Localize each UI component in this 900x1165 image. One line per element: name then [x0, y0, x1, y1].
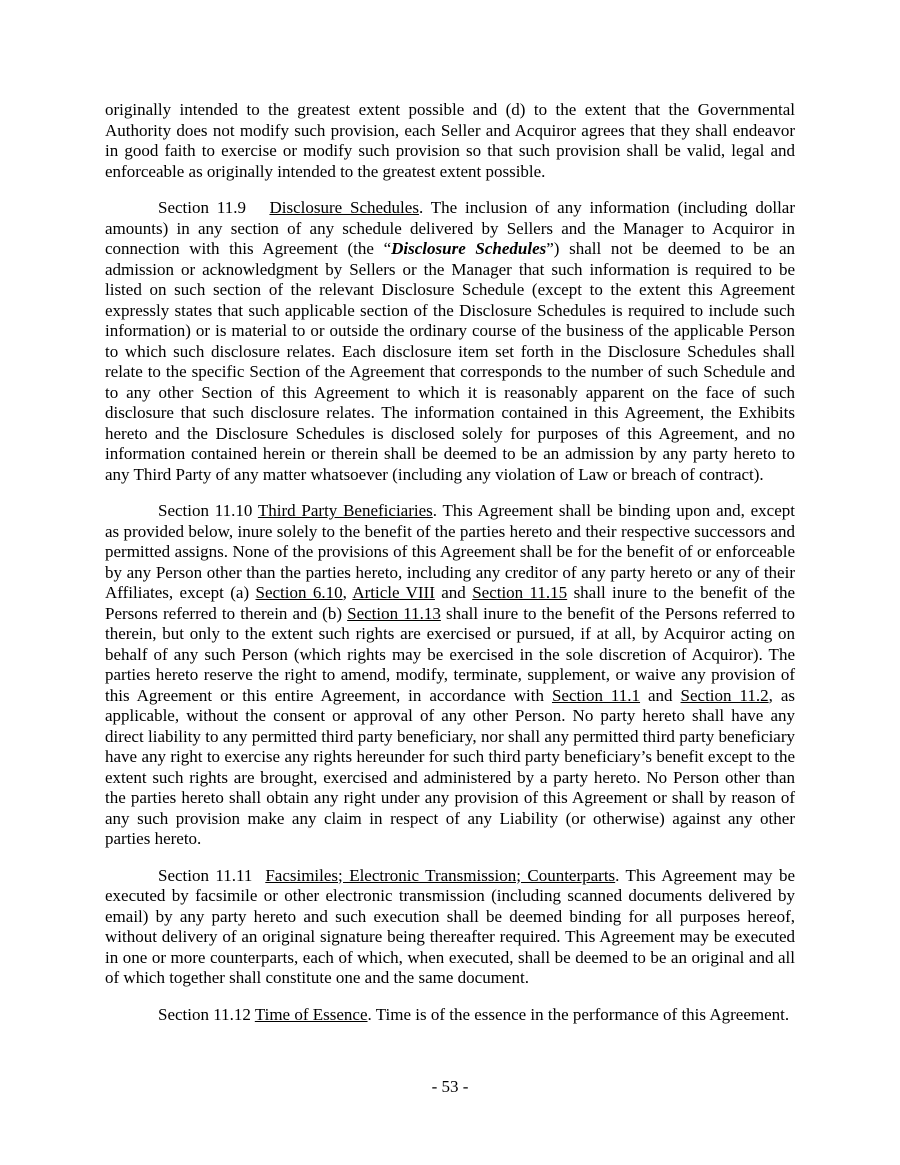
text-run: originally intended to the greatest extent possible and (d) to the extent that the Governmental Authority does not modify such provision, each Seller and Acquiror agrees that they shall endeavor in good faith to exercise or modify such provision so that such provision shall be valid, legal and enforceable as originally intended to the greatest extent possible. [105, 100, 795, 181]
text-run: . This Agreement may be executed by facsimile or other electronic transmission (including scanned documents delivered by email) by any party hereto and such execution shall be deemed binding for all purposes hereof, without delivery of an original signature being thereafter required. This Agreement may be executed in one or more counterparts, each of which, when executed, shall be deemed to be an original and all of which together shall constitute one and the same document. [105, 865, 796, 987]
text-run: Section 11.11 [158, 865, 266, 885]
text-run: Section 11.10 [158, 501, 258, 520]
underlined-text: Facsimiles; Electronic Transmission; Counterparts [265, 865, 616, 885]
text-run: shall inure to the benefit of the Persons referred to therein, but only to the extent such rights are exercised or pursued, if at all, by Acquiror acting on behalf of any such Person (which rights may be exercised in the sole discretion of Acquiror). The parties hereto reserve the right to amend, modify, terminate, supplement, or waive any provision of this Agreement or this entire Agreement, in accordance with [105, 603, 795, 705]
page-number: - 53 - [431, 1077, 469, 1096]
text-run: . This Agreement shall be binding upon and, except as provided below, inure solely to the benefit of the parties hereto and their respective successors and permitted assigns. None of the provisions of this Agreement shall be for the benefit of or enforceable by any Person other than the parties hereto, including any creditor of any party hereto or any of their Affiliates, except (a) [105, 501, 795, 602]
underlined-text: Section 11.15 [472, 583, 568, 602]
underlined-text: Time of Essence [254, 1004, 368, 1024]
text-run: , as applicable, without the consent or approval of any other Person. No party hereto shall have any direct liability to any permitted third party beneficiary, nor shall any permitted third party beneficiary have any right to exercise any rights hereunder for such third party beneficiary’s benefit except to the extent such rights are brought, exercised and administered by a party hereto. No Person other than the parties hereto shall obtain any right under any provision of this Agreement or shall by reason of any such provision make any claim in respect of any Liability (or otherwise) against any other parties hereto. [105, 685, 795, 848]
text-run: Section 11.9 [158, 198, 270, 217]
defined-term: Disclosure Schedules [391, 239, 547, 258]
underlined-text: Section 11.1 [551, 685, 641, 705]
underlined-text: Section 11.2 [680, 685, 769, 705]
page-body [105, 100, 795, 1041]
text-run: , [342, 583, 353, 602]
text-run: and [640, 685, 681, 705]
paragraph-section-11-10 [105, 501, 795, 850]
text-run: . Time is of the essence in the performance of this Agreement. [367, 1004, 790, 1024]
text-run: . The inclusion of any information (including dollar amounts) in any section of any schedule delivered by Sellers and the Manager to Acquiror in connection with this Agreement (the “ [105, 198, 796, 258]
underlined-text: Section 11.13 [347, 603, 441, 623]
underlined-text: Third Party Beneficiaries [257, 501, 433, 520]
underlined-text: Section 6.10 [255, 583, 343, 602]
paragraph-continuation [105, 100, 795, 182]
text-run: shall inure to the benefit of the Persons referred to therein and (b) [105, 583, 795, 623]
paragraph-section-11-9 [105, 198, 795, 485]
paragraph-section-11-12 [105, 1005, 795, 1026]
underlined-text: Disclosure Schedules [269, 198, 419, 217]
text-run: Section 11.12 [158, 1004, 255, 1024]
text-run: ”) shall not be deemed to be an admission or acknowledgment by Sellers or the Manager that such information is required to be listed on such section of the relevant Disclosure Schedule (except to the extent this Agreement expressly states that such applicable section of the Disclosure Schedules is required to include such information) or is material to or outside the ordinary course of the business of the applicable Person to which such disclosure relates. Each disclosure item set forth in the Disclosure Schedules shall relate to the specific Section of the Agreement that corresponds to the number of such Schedule and to any other Section of this Agreement to which it is reasonably apparent on the face of such disclosure that such disclosure relates. The information contained in this Agreement, the Exhibits hereto and the Disclosure Schedules is disclosed solely for purposes of this Agreement, and no information contained herein or therein shall be deemed to be an admission by any party hereto to any Third Party of any matter whatsoever (including any violation of Law or breach of contract). [105, 239, 795, 484]
paragraph-section-11-11 [105, 866, 795, 989]
text-run: and [434, 583, 473, 602]
underlined-text: Article VIII [352, 583, 435, 602]
